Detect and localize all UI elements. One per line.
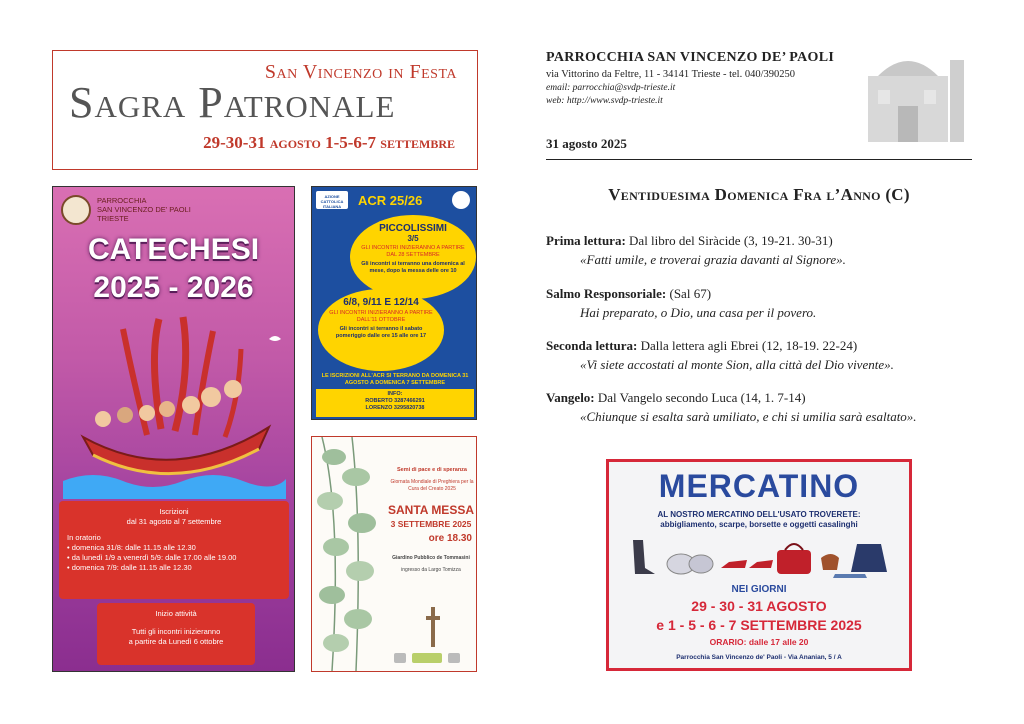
mercatino-hours: ORARIO: dalle 17 alle 20 (709, 637, 809, 647)
messa-date: 3 SETTEMBRE 2025 (390, 519, 472, 529)
messa-event: Giornata Mondiale di Preghiera per la Cura del Creato 2025 (390, 479, 474, 492)
catechesi-parish-name: PARROCCHIA SAN VINCENZO DE' PAOLI TRIESTE (97, 196, 191, 223)
acr-contacts: INFO: ROBERTO 3287466291 LORENZO 3295820738 (316, 389, 474, 417)
sagra-title: Sagra Patronale (69, 78, 396, 127)
cross-icon (426, 607, 440, 647)
start-text: Tutti gli incontri inizieranno (131, 627, 221, 636)
schedule-item: • da lunedì 1/9 a venerdì 5/9: dalle 17.00 alle 19.00 (67, 553, 237, 562)
acr-title: ACR 25/26 (358, 193, 423, 208)
messa-entrance: ingresso da Largo Tomizza (401, 567, 461, 573)
messa-time: ore 18.30 (428, 533, 472, 544)
start-text: a partire da Lunedì 6 ottobre (128, 637, 224, 646)
sagra-patronale-banner (52, 50, 478, 170)
reading-quote: Hai preparato, o Dio, una casa per il povero. (580, 305, 817, 320)
catechesi-poster (52, 186, 295, 672)
reading-label: Seconda lettura: (546, 338, 638, 353)
schedule-item: • domenica 7/9: dalle 11.15 alle 12.30 (67, 563, 192, 572)
reading-psalm (546, 284, 972, 322)
mercatino-poster (606, 459, 912, 671)
acr-poster (311, 186, 477, 420)
issue-date: 31 agosto 2025 (546, 136, 627, 151)
mercatino-dates-august: 29 - 30 - 31 AGOSTO (691, 598, 827, 614)
reading-first (546, 231, 972, 269)
mercatino-subtitle: AL NOSTRO MERCATINO DELL'USATO TROVERETE: abbigliamento, scarpe, borsette e oggetti casalinghi (657, 510, 861, 529)
start-label: Inizio attività (155, 609, 197, 618)
iscrizioni-dates: dal 31 agosto al 7 settembre (126, 517, 222, 526)
parish-email-link[interactable]: email: parrocchia@svdp-trieste.it (546, 83, 676, 93)
catechesi-year: 2025 - 2026 (93, 271, 254, 304)
catechesi-info-box (59, 501, 289, 599)
reading-quote: «Vi siete accostati al monte Sion, alla città del Dio vivente». (580, 357, 894, 372)
church-logo-icon (858, 46, 974, 146)
reading-label: Prima lettura: (546, 233, 626, 248)
acr-registration-note: LE ISCRIZIONI ALL'ACR SI TERRANO DA DOMENICA 31 AGOSTO A DOMENICA 7 SETTEMBRE (321, 373, 469, 386)
messa-subtitle: Semi di pace e di speranza (396, 467, 467, 473)
messa-title: SANTA MESSA (387, 503, 474, 517)
reading-source: Dalla lettera agli Ebrei (12, 18-19. 22-24) (637, 338, 858, 353)
used-items-illustration (625, 534, 895, 580)
sagra-subtitle: San Vincenzo in Festa (264, 61, 457, 83)
acr-group-older: 6/8, 9/11 E 12/14 GLI INCONTRI INIZIERANNO A PARTIRE DALL'11 OTTOBRE Gli incontri si terranno il sabato pomeriggio dalle ore 15 alle ore 17 (318, 289, 444, 371)
reading-label: Vangelo: (546, 390, 595, 405)
header-divider (546, 159, 972, 160)
reading-quote: «Chiunque si esalta sarà umiliato, e chi si umilia sarà esaltato». (580, 409, 917, 424)
iscrizioni-label: Iscrizioni (159, 507, 189, 516)
reading-source: (Sal 67) (666, 286, 712, 301)
catechesi-start-box (97, 603, 255, 665)
mercatino-days-label: NEI GIORNI (731, 584, 787, 595)
reading-second (546, 336, 972, 374)
acr-group-piccolissimi: PICCOLISSIMI 3/5 GLI INCONTRI INIZIERANNO A PARTIRE DAL 28 SETTEMBRE Gli incontri si terranno una domenica al mese, dopo la messa delle ore 10 (350, 215, 476, 299)
parish-name: PARROCCHIA SAN VINCENZO DE’ PAOLI (546, 50, 835, 65)
santa-messa-poster (311, 436, 477, 672)
parish-web-link[interactable]: web: http://www.svdp-trieste.it (546, 96, 663, 106)
schedule-item: • domenica 31/8: dalle 11.15 alle 12.30 (67, 543, 196, 552)
reading-quote: «Fatti umile, e troverai grazia davanti al Signore». (580, 252, 846, 267)
messa-place: Giardino Pubblico de Tommasini (392, 555, 470, 561)
sagra-dates: 29-30-31 agosto 1-5-6-7 settembre (203, 133, 455, 152)
reading-source: Dal libro del Siràcide (3, 19-21. 30-31) (625, 233, 833, 248)
parish-address: via Vittorino da Feltre, 11 - 34141 Trieste - tel. 040/390250 (546, 69, 796, 80)
sponsor-logos (394, 653, 474, 665)
reading-source: Dal Vangelo secondo Luca (14, 1. 7-14) (594, 390, 806, 405)
parish-logo-icon (61, 195, 91, 225)
eucalyptus-leaves-illustration (312, 437, 384, 671)
reading-label: Salmo Responsoriale: (546, 286, 667, 301)
catechesi-title: CATECHESI (87, 233, 260, 266)
reading-gospel (546, 388, 972, 426)
parish-logo-icon (452, 191, 470, 209)
mercatino-footer: Parrocchia San Vincenzo de' Paoli - Via Ananian, 5 / A (676, 654, 842, 661)
mercatino-dates-september: e 1 - 5 - 6 - 7 SETTEMBRE 2025 (656, 617, 862, 633)
mercatino-title: MERCATINO (658, 468, 860, 504)
oratorio-label: In oratorio (67, 533, 101, 542)
azione-cattolica-logo: AZIONE CATTOLICA ITALIANA (316, 191, 348, 209)
boat-illustration (63, 309, 286, 499)
sunday-title: Ventiduesima Domenica Fra l’Anno (C) (608, 185, 910, 204)
